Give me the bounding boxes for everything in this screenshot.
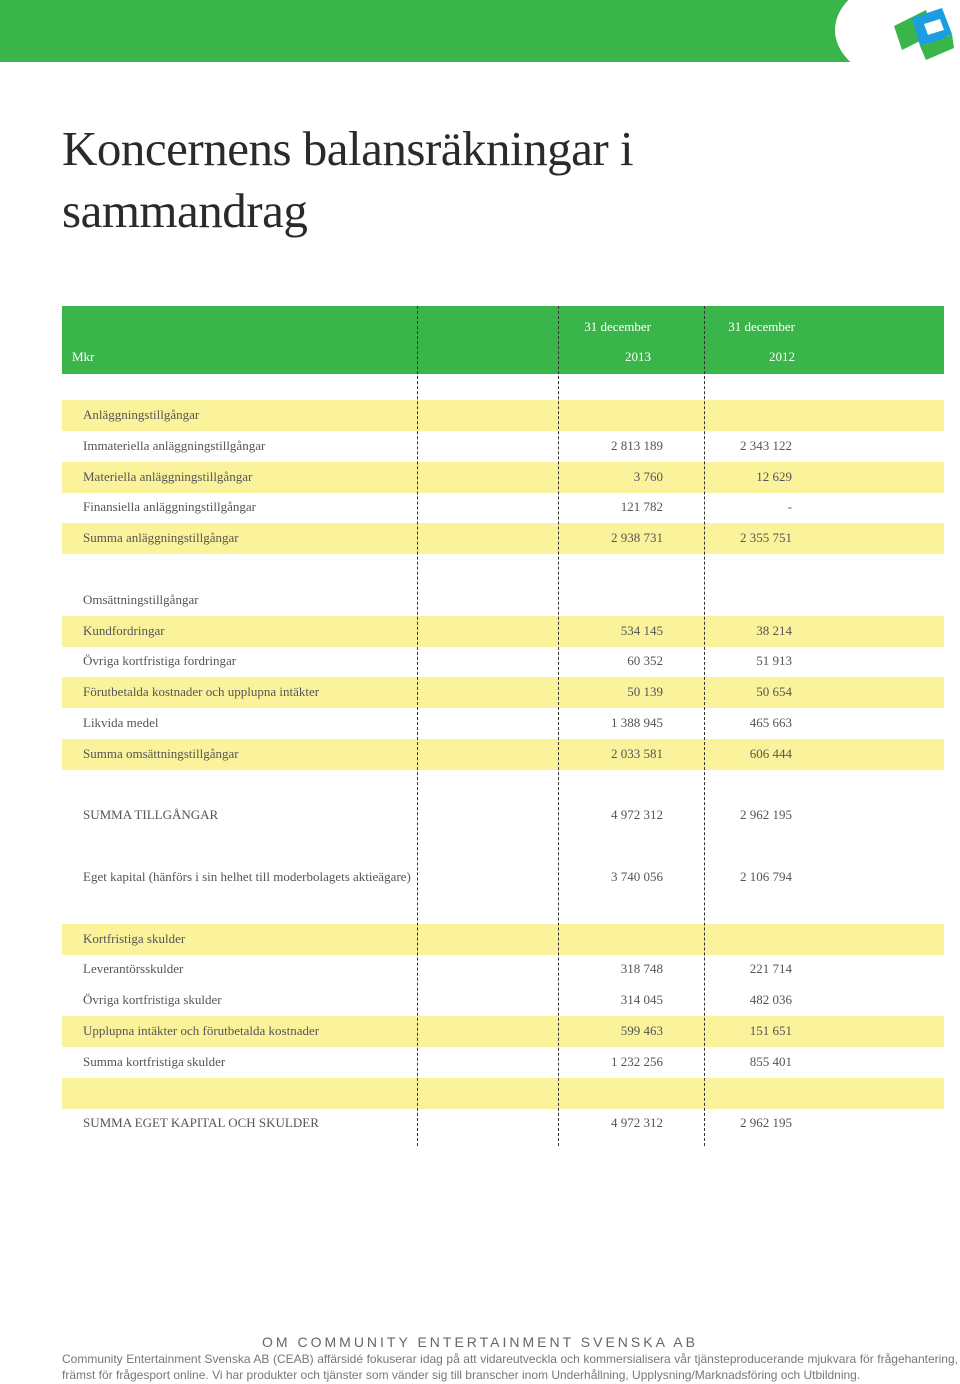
row-label: Omsättningstillgångar: [83, 591, 199, 607]
row-label: Likvida medel: [83, 715, 159, 730]
value-2012: -: [787, 499, 792, 515]
value-2013: 2 938 731: [611, 530, 663, 546]
value-2013: 4 972 312: [611, 807, 663, 823]
value-2012: 38 214: [756, 622, 792, 638]
value-2013: 50 139: [627, 684, 663, 700]
balance-sheet-table: [62, 306, 944, 1146]
table-row: [62, 954, 944, 985]
table-row: [62, 800, 944, 831]
value-2012: 2 355 751: [740, 530, 792, 546]
table-row: [62, 924, 944, 955]
row-label: Leverantörsskulder: [83, 961, 184, 977]
column-divider: [558, 306, 559, 1146]
value-2012: 465 663: [749, 715, 792, 730]
value-2012: 51 913: [756, 653, 792, 669]
value-2013: 2 033 581: [611, 745, 663, 761]
table-row: [62, 1016, 944, 1047]
header-col-2012-year: 2012: [769, 349, 795, 364]
row-label: Kortfristiga skulder: [83, 930, 186, 946]
table-row: [62, 462, 944, 493]
value-2012: 221 714: [749, 961, 792, 977]
value-2013: 121 782: [620, 499, 663, 515]
table-header: [62, 306, 944, 374]
value-2012: 855 401: [749, 1053, 792, 1069]
value-2013: 60 352: [627, 653, 663, 669]
row-label: Immateriella anläggningstillgångar: [83, 437, 266, 453]
value-2013: 599 463: [620, 1023, 663, 1038]
value-2013: 3 740 056: [611, 869, 663, 884]
value-2013: 314 045: [620, 992, 663, 1008]
header-unit: Mkr: [72, 349, 95, 364]
top-green-banner: [0, 0, 960, 62]
value-2012: 2 343 122: [740, 437, 792, 453]
header-col-2013-year: 2013: [625, 349, 651, 364]
row-label: SUMMA EGET KAPITAL OCH SKULDER: [83, 1115, 319, 1131]
value-2012: 606 444: [749, 745, 792, 761]
value-2012: 2 962 195: [740, 1115, 792, 1131]
table-row: [62, 708, 944, 739]
table-row: [62, 646, 944, 677]
value-2013: 4 972 312: [611, 1115, 663, 1131]
value-2012: 12 629: [756, 468, 792, 484]
value-2013: 318 748: [620, 961, 663, 977]
value-2013: 3 760: [633, 468, 663, 484]
value-2013: 534 145: [620, 622, 663, 638]
table-row: [62, 1047, 944, 1078]
value-2013: 2 813 189: [611, 437, 663, 453]
table-row: [62, 893, 944, 924]
row-label: Summa anläggningstillgångar: [83, 530, 239, 546]
value-2012: 2 106 794: [740, 869, 792, 884]
value-2012: 482 036: [749, 992, 792, 1008]
row-label: Summa kortfristiga skulder: [83, 1053, 226, 1069]
row-label: Övriga kortfristiga fordringar: [83, 653, 237, 669]
table-row: [62, 739, 944, 770]
value-2013: 1 232 256: [611, 1053, 663, 1069]
row-label: Materiella anläggningstillgångar: [83, 468, 253, 484]
footer-heading: OM COMMUNITY ENTERTAINMENT SVENSKA AB: [262, 1334, 698, 1350]
row-label: Eget kapital (hänförs i sin helhet till moderbolagets aktieägare): [83, 869, 411, 884]
table-row: [62, 616, 944, 647]
table-row: [62, 1078, 944, 1109]
row-label: Förutbetalda kostnader och upplupna intäkter: [83, 684, 320, 700]
header-col-2012-line1: 31 december: [728, 319, 795, 334]
row-label: Finansiella anläggningstillgångar: [83, 499, 256, 515]
table-row: [62, 492, 944, 523]
table-row: [62, 1108, 944, 1139]
table-row: [62, 677, 944, 708]
value-2012: 50 654: [756, 684, 792, 700]
row-label: Upplupna intäkter och förutbetalda kostnader: [83, 1023, 320, 1038]
company-logo-icon: [890, 4, 956, 64]
table-row: [62, 985, 944, 1016]
row-label: SUMMA TILLGÅNGAR: [83, 807, 219, 823]
table-row: [62, 431, 944, 462]
table-row: [62, 523, 944, 554]
value-2013: 1 388 945: [611, 715, 663, 730]
header-col-2013-line1: 31 december: [584, 319, 651, 334]
table-row: [62, 554, 944, 585]
page-title: Koncernens balansräkningar i sammandrag: [62, 121, 634, 238]
row-label: Kundfordringar: [83, 622, 165, 638]
value-2012: 151 651: [749, 1023, 792, 1038]
table-row: [62, 400, 944, 431]
value-2012: 2 962 195: [740, 807, 792, 823]
row-label: Summa omsättningstillgångar: [83, 745, 239, 761]
table-row: [62, 831, 944, 862]
table-row: [62, 770, 944, 801]
row-label: Övriga kortfristiga skulder: [83, 992, 222, 1008]
footer-description: Community Entertainment Svenska AB (CEAB) affärsidé fokuserar idag på att vidareutveckla och kommersialisera vår tjänsteproducerande mjukvara för frågehantering, främst för frågesport online. Vi har produkter och tjänster som vänder sig till branscher inom Underhållning, Upplysning/Marknadsföring och Utbildning.: [62, 1352, 958, 1382]
column-divider: [704, 306, 705, 1146]
table-row: [62, 862, 944, 893]
column-divider: [417, 306, 418, 1146]
table-row: [62, 585, 944, 616]
row-label: Anläggningstillgångar: [83, 407, 200, 422]
